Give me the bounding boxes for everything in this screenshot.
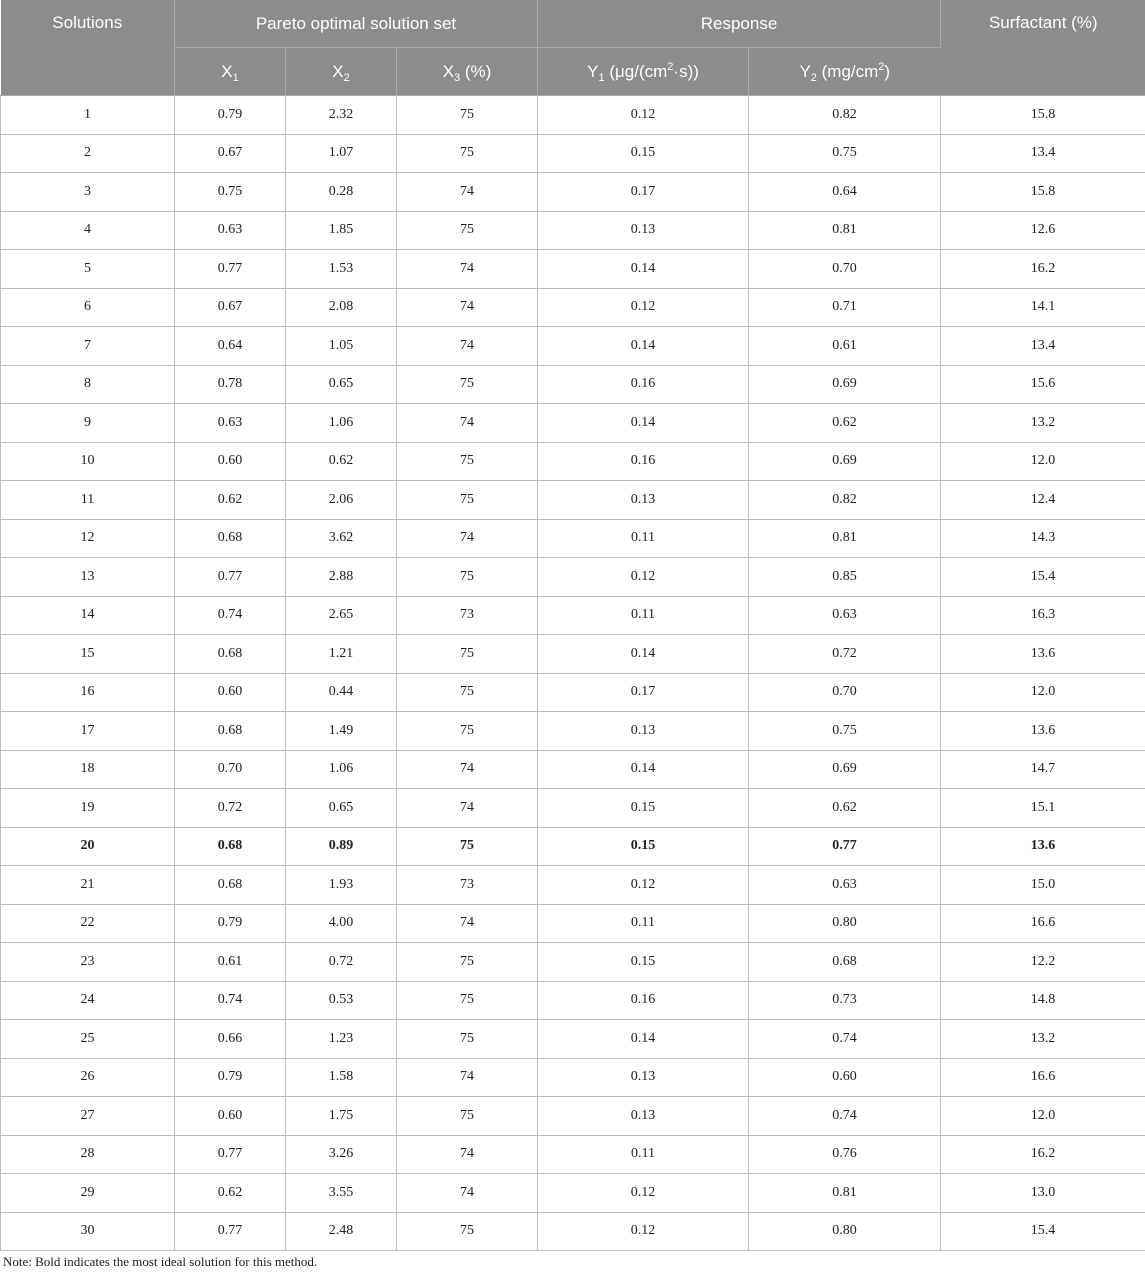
y1-cell: 0.16 (538, 981, 749, 1020)
surfactant-cell: 13.4 (941, 327, 1145, 366)
surfactant-cell: 12.0 (941, 1097, 1145, 1136)
y2-cell: 0.75 (749, 712, 941, 751)
table-row (1, 1097, 1145, 1136)
y2-cell: 0.63 (749, 596, 941, 635)
x3-cell: 75 (397, 365, 538, 404)
x2-cell: 2.32 (286, 96, 397, 135)
header-surfactant: Surfactant (%) (941, 0, 1145, 96)
table-row (1, 943, 1145, 982)
table-row (1, 1212, 1145, 1251)
x3-cell: 74 (397, 404, 538, 443)
x2-cell: 1.05 (286, 327, 397, 366)
x1-cell: 0.66 (175, 1020, 286, 1059)
y2-cell: 0.81 (749, 1174, 941, 1213)
surfactant-cell: 13.6 (941, 827, 1145, 866)
x1-cell: 0.61 (175, 943, 286, 982)
y2-cell: 0.70 (749, 250, 941, 289)
table-row (1, 981, 1145, 1020)
y1-cell: 0.16 (538, 365, 749, 404)
x3-cell: 75 (397, 1020, 538, 1059)
solution-cell: 23 (1, 943, 175, 982)
solution-cell: 8 (1, 365, 175, 404)
x2-cell: 1.53 (286, 250, 397, 289)
table-row (1, 558, 1145, 597)
x2-cell: 1.49 (286, 712, 397, 751)
solution-cell: 28 (1, 1135, 175, 1174)
surfactant-cell: 12.0 (941, 442, 1145, 481)
solution-cell: 5 (1, 250, 175, 289)
x3-cell: 74 (397, 789, 538, 828)
y1-cell: 0.14 (538, 635, 749, 674)
header-x2: $X_2$ (286, 48, 397, 96)
x1-cell: 0.79 (175, 96, 286, 135)
y1-cell: 0.11 (538, 904, 749, 943)
y2-cell: 0.71 (749, 288, 941, 327)
surfactant-cell: 15.8 (941, 173, 1145, 212)
y1-cell: 0.17 (538, 673, 749, 712)
x2-cell: 2.08 (286, 288, 397, 327)
solution-cell: 7 (1, 327, 175, 366)
x1-cell: 0.77 (175, 1135, 286, 1174)
solution-cell: 4 (1, 211, 175, 250)
x2-cell: 0.72 (286, 943, 397, 982)
y1-cell: 0.13 (538, 1058, 749, 1097)
x2-cell: 0.65 (286, 365, 397, 404)
y1-cell: 0.15 (538, 134, 749, 173)
x2-cell: 2.06 (286, 481, 397, 520)
solution-cell: 18 (1, 750, 175, 789)
x2-cell: 1.07 (286, 134, 397, 173)
x1-cell: 0.75 (175, 173, 286, 212)
table-row (1, 750, 1145, 789)
surfactant-cell: 14.7 (941, 750, 1145, 789)
y2-cell: 0.75 (749, 134, 941, 173)
table-row (1, 1058, 1145, 1097)
x2-cell: 0.44 (286, 673, 397, 712)
header-x3: $X_3$ (%) (397, 48, 538, 96)
table-row (1, 1020, 1145, 1059)
table-row (1, 173, 1145, 212)
y2-cell: 0.64 (749, 173, 941, 212)
x1-cell: 0.74 (175, 981, 286, 1020)
table-row (1, 712, 1145, 751)
table-row (1, 827, 1145, 866)
y1-cell: 0.12 (538, 1212, 749, 1251)
x2-cell: 3.26 (286, 1135, 397, 1174)
y2-cell: 0.82 (749, 481, 941, 520)
y1-cell: 0.11 (538, 519, 749, 558)
solution-cell: 10 (1, 442, 175, 481)
x3-cell: 75 (397, 943, 538, 982)
x1-cell: 0.68 (175, 712, 286, 751)
table-row (1, 635, 1145, 674)
table-row (1, 481, 1145, 520)
table-row (1, 519, 1145, 558)
table-row (1, 404, 1145, 443)
y2-cell: 0.61 (749, 327, 941, 366)
x3-cell: 75 (397, 712, 538, 751)
y1-cell: 0.13 (538, 211, 749, 250)
x1-cell: 0.67 (175, 134, 286, 173)
table-row (1, 250, 1145, 289)
header-y2: $Y_2$ $(mg/cm^2)$ (749, 48, 941, 96)
x3-cell: 75 (397, 211, 538, 250)
surfactant-cell: 16.2 (941, 1135, 1145, 1174)
x1-cell: 0.78 (175, 365, 286, 404)
solution-cell: 26 (1, 1058, 175, 1097)
x3-cell: 74 (397, 1058, 538, 1097)
y1-cell: 0.12 (538, 866, 749, 905)
x1-cell: 0.77 (175, 250, 286, 289)
y2-cell: 0.62 (749, 789, 941, 828)
x3-cell: 75 (397, 481, 538, 520)
x1-cell: 0.63 (175, 404, 286, 443)
x2-cell: 1.93 (286, 866, 397, 905)
y1-cell: 0.14 (538, 250, 749, 289)
x3-cell: 75 (397, 1212, 538, 1251)
x3-cell: 75 (397, 635, 538, 674)
y1-cell: 0.11 (538, 596, 749, 635)
solution-cell: 11 (1, 481, 175, 520)
x2-cell: 0.62 (286, 442, 397, 481)
surfactant-cell: 12.6 (941, 211, 1145, 250)
surfactant-cell: 12.2 (941, 943, 1145, 982)
y1-cell: 0.13 (538, 712, 749, 751)
x2-cell: 0.89 (286, 827, 397, 866)
solution-cell: 9 (1, 404, 175, 443)
table-row (1, 789, 1145, 828)
y2-cell: 0.76 (749, 1135, 941, 1174)
x1-cell: 0.68 (175, 519, 286, 558)
table-body (1, 96, 1145, 1251)
solution-cell: 20 (1, 827, 175, 866)
y1-cell: 0.17 (538, 173, 749, 212)
table-row (1, 288, 1145, 327)
y1-cell: 0.15 (538, 789, 749, 828)
surfactant-cell: 12.0 (941, 673, 1145, 712)
x2-cell: 1.21 (286, 635, 397, 674)
x2-cell: 3.55 (286, 1174, 397, 1213)
surfactant-cell: 16.6 (941, 1058, 1145, 1097)
table-row (1, 866, 1145, 905)
y1-cell: 0.12 (538, 558, 749, 597)
x3-cell: 74 (397, 327, 538, 366)
x1-cell: 0.64 (175, 327, 286, 366)
x1-cell: 0.60 (175, 442, 286, 481)
surfactant-cell: 14.8 (941, 981, 1145, 1020)
y1-cell: 0.14 (538, 1020, 749, 1059)
y2-cell: 0.80 (749, 904, 941, 943)
x1-cell: 0.77 (175, 1212, 286, 1251)
y2-cell: 0.80 (749, 1212, 941, 1251)
table-row (1, 673, 1145, 712)
solution-cell: 15 (1, 635, 175, 674)
x1-cell: 0.62 (175, 481, 286, 520)
solution-cell: 14 (1, 596, 175, 635)
x2-cell: 0.65 (286, 789, 397, 828)
y2-cell: 0.69 (749, 365, 941, 404)
x1-cell: 0.68 (175, 866, 286, 905)
table-row (1, 904, 1145, 943)
surfactant-cell: 13.4 (941, 134, 1145, 173)
solution-cell: 13 (1, 558, 175, 597)
table-row (1, 1135, 1145, 1174)
y1-cell: 0.14 (538, 750, 749, 789)
y2-cell: 0.62 (749, 404, 941, 443)
header-y1: $Y_1$ $(\mu g/(cm^2\cdot s))$ (538, 48, 749, 96)
solution-cell: 22 (1, 904, 175, 943)
y2-cell: 0.63 (749, 866, 941, 905)
x3-cell: 74 (397, 288, 538, 327)
surfactant-cell: 13.6 (941, 635, 1145, 674)
y1-cell: 0.13 (538, 1097, 749, 1136)
x3-cell: 74 (397, 750, 538, 789)
surfactant-cell: 16.6 (941, 904, 1145, 943)
x1-cell: 0.74 (175, 596, 286, 635)
y1-cell: 0.14 (538, 327, 749, 366)
surfactant-cell: 15.8 (941, 96, 1145, 135)
x3-cell: 75 (397, 981, 538, 1020)
surfactant-cell: 13.0 (941, 1174, 1145, 1213)
solution-cell: 30 (1, 1212, 175, 1251)
x1-cell: 0.60 (175, 673, 286, 712)
header-x1: $X_1$ (175, 48, 286, 96)
y2-cell: 0.69 (749, 750, 941, 789)
y2-cell: 0.72 (749, 635, 941, 674)
x3-cell: 74 (397, 173, 538, 212)
y1-cell: 0.13 (538, 481, 749, 520)
header-solutions: Solutions (1, 0, 175, 96)
y1-cell: 0.12 (538, 1174, 749, 1213)
surfactant-cell: 14.3 (941, 519, 1145, 558)
y2-cell: 0.81 (749, 211, 941, 250)
y1-cell: 0.14 (538, 404, 749, 443)
surfactant-cell: 13.2 (941, 1020, 1145, 1059)
x2-cell: 1.06 (286, 404, 397, 443)
x2-cell: 2.48 (286, 1212, 397, 1251)
x3-cell: 74 (397, 1174, 538, 1213)
x3-cell: 75 (397, 134, 538, 173)
x2-cell: 2.88 (286, 558, 397, 597)
table-header (1, 0, 1145, 96)
x3-cell: 74 (397, 904, 538, 943)
solution-cell: 12 (1, 519, 175, 558)
x1-cell: 0.70 (175, 750, 286, 789)
surfactant-cell: 16.3 (941, 596, 1145, 635)
x1-cell: 0.79 (175, 1058, 286, 1097)
x2-cell: 1.85 (286, 211, 397, 250)
x3-cell: 74 (397, 250, 538, 289)
table-row (1, 596, 1145, 635)
solution-cell: 3 (1, 173, 175, 212)
surfactant-cell: 15.4 (941, 558, 1145, 597)
solution-cell: 6 (1, 288, 175, 327)
x1-cell: 0.63 (175, 211, 286, 250)
solution-cell: 16 (1, 673, 175, 712)
y1-cell: 0.12 (538, 96, 749, 135)
surfactant-cell: 12.4 (941, 481, 1145, 520)
surfactant-cell: 15.4 (941, 1212, 1145, 1251)
x2-cell: 0.53 (286, 981, 397, 1020)
table-row (1, 134, 1145, 173)
x3-cell: 75 (397, 827, 538, 866)
x1-cell: 0.72 (175, 789, 286, 828)
y2-cell: 0.60 (749, 1058, 941, 1097)
table-row (1, 96, 1145, 135)
solution-cell: 24 (1, 981, 175, 1020)
y2-cell: 0.70 (749, 673, 941, 712)
x2-cell: 0.28 (286, 173, 397, 212)
solution-cell: 2 (1, 134, 175, 173)
y2-cell: 0.77 (749, 827, 941, 866)
x1-cell: 0.60 (175, 1097, 286, 1136)
x2-cell: 3.62 (286, 519, 397, 558)
y1-cell: 0.12 (538, 288, 749, 327)
x2-cell: 1.58 (286, 1058, 397, 1097)
solution-cell: 1 (1, 96, 175, 135)
surfactant-cell: 15.0 (941, 866, 1145, 905)
y1-cell: 0.15 (538, 943, 749, 982)
y2-cell: 0.68 (749, 943, 941, 982)
x3-cell: 75 (397, 673, 538, 712)
surfactant-cell: 15.6 (941, 365, 1145, 404)
x3-cell: 75 (397, 1097, 538, 1136)
header-response-group: Response (538, 0, 941, 48)
table-row (1, 1174, 1145, 1213)
solution-cell: 19 (1, 789, 175, 828)
x2-cell: 1.23 (286, 1020, 397, 1059)
y1-cell: 0.15 (538, 827, 749, 866)
y2-cell: 0.73 (749, 981, 941, 1020)
x1-cell: 0.77 (175, 558, 286, 597)
surfactant-cell: 14.1 (941, 288, 1145, 327)
solution-cell: 27 (1, 1097, 175, 1136)
table-row (1, 211, 1145, 250)
surfactant-cell: 13.6 (941, 712, 1145, 751)
y2-cell: 0.74 (749, 1020, 941, 1059)
table-note: Note: Bold indicates the most ideal solution for this method. (3, 1254, 318, 1269)
solution-cell: 25 (1, 1020, 175, 1059)
x1-cell: 0.79 (175, 904, 286, 943)
y2-cell: 0.69 (749, 442, 941, 481)
x1-cell: 0.67 (175, 288, 286, 327)
surfactant-cell: 13.2 (941, 404, 1145, 443)
x3-cell: 75 (397, 96, 538, 135)
table-row (1, 442, 1145, 481)
y2-cell: 0.81 (749, 519, 941, 558)
y2-cell: 0.74 (749, 1097, 941, 1136)
y1-cell: 0.11 (538, 1135, 749, 1174)
x2-cell: 2.65 (286, 596, 397, 635)
x2-cell: 1.75 (286, 1097, 397, 1136)
surfactant-cell: 15.1 (941, 789, 1145, 828)
solution-cell: 21 (1, 866, 175, 905)
y1-cell: 0.16 (538, 442, 749, 481)
header-pareto-group: Pareto optimal solution set (175, 0, 538, 48)
surfactant-cell: 16.2 (941, 250, 1145, 289)
x1-cell: 0.68 (175, 635, 286, 674)
table-row (1, 365, 1145, 404)
x3-cell: 73 (397, 596, 538, 635)
solution-cell: 29 (1, 1174, 175, 1213)
x3-cell: 74 (397, 519, 538, 558)
y2-cell: 0.82 (749, 96, 941, 135)
x3-cell: 75 (397, 442, 538, 481)
table-row (1, 327, 1145, 366)
x3-cell: 75 (397, 558, 538, 597)
x1-cell: 0.62 (175, 1174, 286, 1213)
x2-cell: 1.06 (286, 750, 397, 789)
x1-cell: 0.68 (175, 827, 286, 866)
x3-cell: 74 (397, 1135, 538, 1174)
solution-cell: 17 (1, 712, 175, 751)
y2-cell: 0.85 (749, 558, 941, 597)
x3-cell: 73 (397, 866, 538, 905)
x2-cell: 4.00 (286, 904, 397, 943)
